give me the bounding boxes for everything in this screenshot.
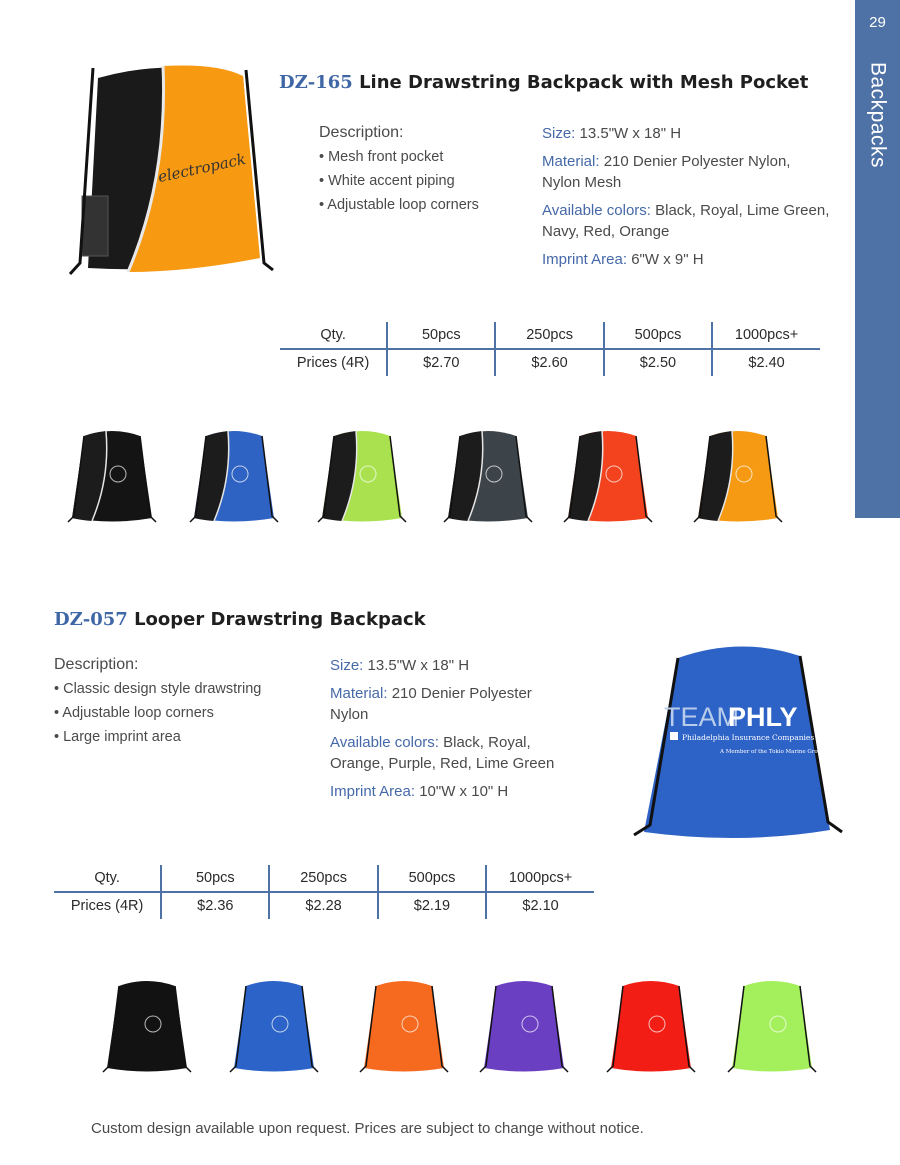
product1-main-image: [68, 58, 274, 290]
product2-specs: Size: 13.5"W x 18" H Material: 210 Denier Polyester Nylon Available colors: Black, Royal, Orange, Purple, Red, Lime Green Imprint Area: 10"W x 10" H: [330, 657, 555, 800]
product1-bag-imprint: electropack: [156, 149, 248, 187]
color-variant-thumbnail: [358, 978, 450, 1078]
bullet: • Adjustable loop corners: [54, 705, 214, 721]
svg-text:A Member of the Tokio Marine G: A Member of the Tokio Marine Group: [720, 749, 825, 755]
bullet: • Large imprint area: [54, 729, 181, 745]
color-variant-thumbnail: [316, 428, 408, 528]
color-variant-thumbnail: [442, 428, 534, 528]
color-variant-thumbnail: [188, 428, 280, 528]
product2-main-image: [630, 640, 844, 846]
product2-description: Description: • Classic design style drawstring • Adjustable loop corners • Large imprint area: [54, 654, 314, 749]
color-variant-thumbnail: [228, 978, 320, 1078]
product2-title: DZ-057 Looper Drawstring Backpack: [54, 609, 426, 630]
product1-description: Description: • Mesh front pocket • White accent piping • Adjustable loop corners: [319, 122, 519, 217]
bullet: • Classic design style drawstring: [54, 681, 262, 697]
color-variant-thumbnail: [562, 428, 654, 528]
svg-text:TEAM: TEAM: [664, 702, 740, 732]
color-variant-thumbnail: [605, 978, 697, 1078]
mesh-pocket: [82, 196, 108, 256]
product2-price-table: Qty. 50pcs 250pcs 500pcs 1000pcs+ Prices (4R) $2.36 $2.28 $2.19 $2.10: [54, 865, 594, 919]
color-variant-thumbnail: [478, 978, 570, 1078]
bullet: • White accent piping: [319, 173, 455, 189]
page-number: 29: [869, 14, 886, 31]
color-variant-thumbnail: [66, 428, 158, 528]
svg-text:Philadelphia Insurance Compani: Philadelphia Insurance Companies: [682, 733, 815, 742]
svg-text:PHLY: PHLY: [728, 702, 798, 732]
product1-title: DZ-165 Line Drawstring Backpack with Mesh Pocket: [279, 72, 809, 93]
color-variant-thumbnail: [726, 978, 818, 1078]
product1-specs: Size: 13.5"W x 18" H Material: 210 Denier Polyester Nylon, Nylon Mesh Available colors: Black, Royal, Lime Green, Navy, Red, Orange Imprint Area: 6"W x 9" H: [542, 125, 830, 268]
section-label: Backpacks: [866, 62, 890, 169]
footer-note: Custom design available upon request. Prices are subject to change without notice.: [91, 1120, 644, 1137]
bullet: • Adjustable loop corners: [319, 197, 479, 213]
bullet: • Mesh front pocket: [319, 149, 444, 165]
color-variant-thumbnail: [692, 428, 784, 528]
product1-price-table: Qty. 50pcs 250pcs 500pcs 1000pcs+ Prices (4R) $2.70 $2.60 $2.50 $2.40: [280, 322, 820, 376]
color-variant-thumbnail: [101, 978, 193, 1078]
